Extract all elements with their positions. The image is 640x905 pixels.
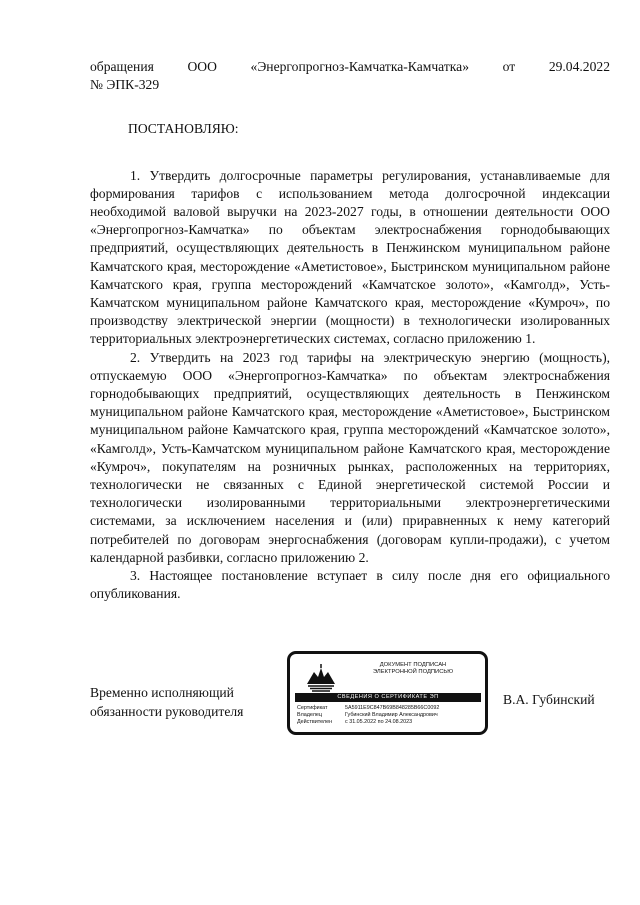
- stamp-title-bar: СВЕДЕНИЯ О СЕРТИФИКАТЕ ЭП: [295, 693, 481, 702]
- decree-item-1: 1. Утвердить долгосрочные параметры регулирования, устанавливаемые для формирования тарифов с использованием метода долгосрочной индексации необходимой валовой выручки на 2023-2027 годы, в отношении деятельности ООО «Энергопрогноз-Камчатка» по объектам электроснабжения горнодобывающих предприятий, осуществляющих деятельность в Пенжинском муниципальном районе Камчатского края, месторождение «Аметистовое», Быстринском муниципальном районе Камчатского края, группа месторождений «Камчатское золото», «Камголд», Усть-Камчатском муниципальном районе Камчатского края, месторождение «Кумроч», по производству электрической энергии (мощности) в технологически изолированных территориальных электроэнергетических системах, согласно приложению 1.: [90, 167, 610, 347]
- stamp-row-owner: [297, 712, 439, 719]
- signatory-position: [90, 683, 243, 721]
- owner-value: Губинский Владимир Александрович: [345, 712, 438, 718]
- validity-label: Действителен: [297, 719, 333, 725]
- stamp-row-certificate: [297, 705, 439, 712]
- signatory-name: В.А. Губинский: [503, 692, 595, 707]
- owner-label: Владелец: [297, 712, 322, 718]
- stamp-row-validity: [297, 719, 439, 726]
- electronic-signature-stamp: [287, 651, 488, 735]
- appeal-number: № ЭПК-329: [90, 77, 160, 93]
- document-body: [90, 58, 610, 603]
- certificate-value: 5A5911E9C847B69B848285B66C0092: [345, 705, 440, 711]
- decree-item-3: 3. Настоящее постановление вступает в силу после дня его официального опубликования.: [90, 568, 610, 602]
- decree-heading: ПОСТАНОВЛЯЮ:: [128, 121, 239, 137]
- signatory-position-line-2: обязанности руководителя: [90, 704, 244, 719]
- stamp-details: [297, 705, 439, 726]
- appeal-line: обращения ООО «Энергопрогноз-Камчатка-Камчатка» от 29.04.2022: [90, 59, 610, 74]
- validity-value: с 31.05.2022 по 24.08.2023: [345, 719, 413, 725]
- certificate-label: Сертификат: [297, 705, 328, 711]
- stamp-header-line-2: ЭЛЕКТРОННОЙ ПОДПИСЬЮ: [372, 669, 454, 675]
- coat-of-arms-icon: [304, 662, 338, 692]
- signatory-position-line-1: Временно исполняющий: [90, 685, 234, 700]
- stamp-header-line-1: ДОКУМЕНТ ПОДПИСАН: [379, 662, 447, 668]
- decree-item-2: 2. Утвердить на 2023 год тарифы на электрическую энергию (мощность), отпускаемую ООО «Энергопрогноз-Камчатка» по объектам электроснабжения горнодобывающих предприятий, осуществляющих деятельность в Пенжинском муниципальном районе Камчатского края, месторождение «Аметистовое», Быстринском муниципальном районе Камчатского края, группа месторождений «Камчатское золото», «Камголд», Усть-Камчатском муниципальном районе Камчатского края, месторождение «Кумроч», покупателям на розничных рынках, расположенных на территориях, технологически не связанных с Единой энергетической системой России и технологически изолированными территориальными электроэнергетическими системами, за исключением населения и (или) приравненных к нему категорий потребителей по договорам энергоснабжения (договорам купли-продажи), с учетом календарной разбивки, согласно приложению 2.: [90, 349, 610, 565]
- stamp-header: [346, 662, 480, 676]
